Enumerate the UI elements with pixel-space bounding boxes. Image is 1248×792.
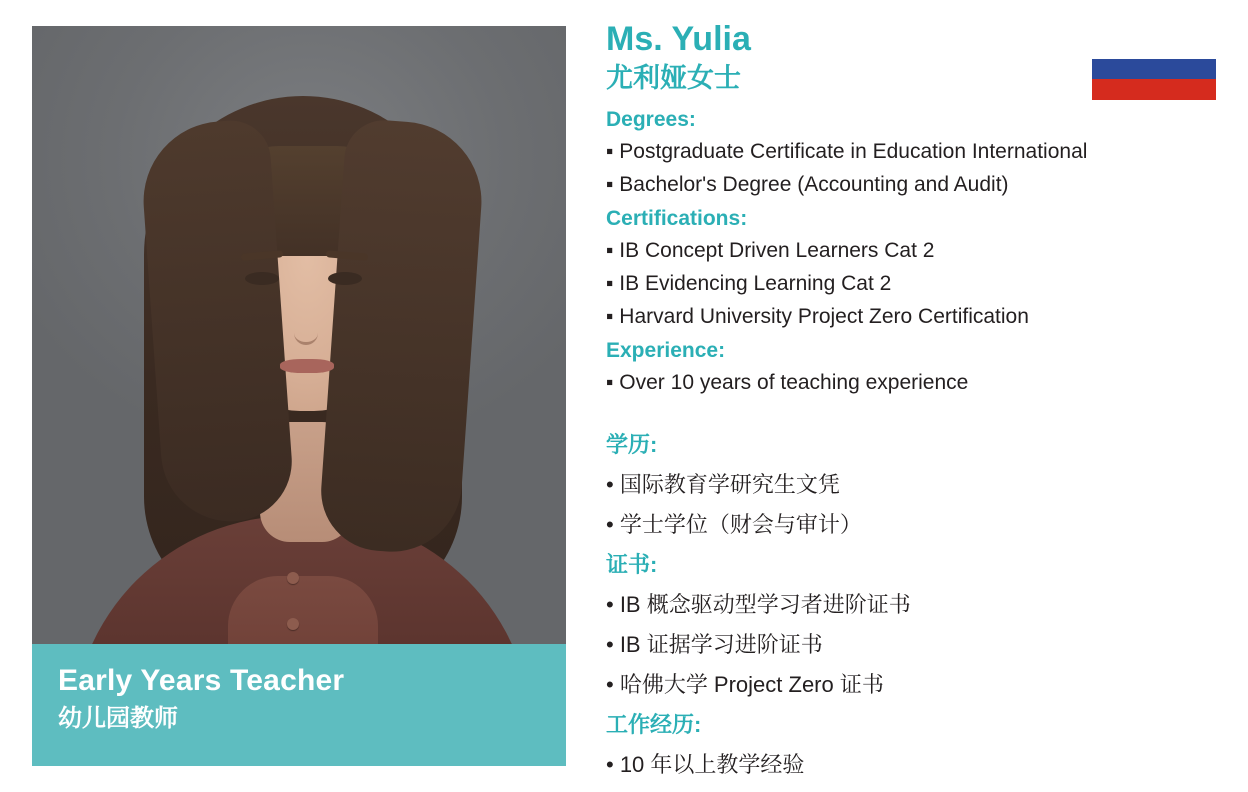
experience-heading-en: Experience: <box>606 339 726 362</box>
degree-item-text: Bachelor's Degree (Accounting and Audit) <box>619 173 1009 196</box>
role-label-en: Early Years Teacher <box>58 664 345 697</box>
eye-left <box>245 272 279 285</box>
degrees-heading-en: Degrees: <box>606 108 696 131</box>
certification-item-zh: • IB 概念驱动型学习者进阶证书 <box>606 592 911 617</box>
certification-item-zh: • IB 证据学习进阶证书 <box>606 632 823 657</box>
degree-item-text: Postgraduate Certificate in Education International <box>619 140 1088 163</box>
nose <box>294 308 318 345</box>
english-section <box>606 104 1216 399</box>
role-label-zh: 幼儿园教师 <box>58 705 178 732</box>
certification-item-zh: • 哈佛大学 Project Zero 证书 <box>606 672 884 697</box>
teacher-name-zh: 尤利娅女士 <box>606 63 741 93</box>
certification-item-text: Harvard University Project Zero Certification <box>619 305 1029 328</box>
certification-item: ▪ Harvard University Project Zero Certification <box>606 305 1029 328</box>
certification-item: ▪ IB Evidencing Learning Cat 2 <box>606 272 892 295</box>
experience-heading-zh: 工作经历: <box>606 712 702 737</box>
experience-item-text: Over 10 years of teaching experience <box>619 371 969 394</box>
degree-item-zh: • 国际教育学研究生文凭 <box>606 472 840 497</box>
hair-left <box>138 118 296 526</box>
teacher-name-en: Ms. Yulia <box>606 20 751 58</box>
degree-item: ▪ Postgraduate Certificate in Education International <box>606 140 1088 163</box>
eye-right <box>328 272 362 285</box>
role-caption-band <box>32 644 566 766</box>
certification-item: ▪ IB Concept Driven Learners Cat 2 <box>606 239 935 262</box>
degree-item: ▪ Bachelor's Degree (Accounting and Audit) <box>606 173 1009 196</box>
certifications-heading-zh: 证书: <box>606 552 658 577</box>
degrees-heading-zh: 学历: <box>606 432 658 457</box>
certification-item-text: IB Evidencing Learning Cat 2 <box>619 272 892 295</box>
degree-item-zh: • 学士学位（财会与审计） <box>606 512 862 537</box>
shirt-button <box>287 618 299 630</box>
certifications-heading-en: Certifications: <box>606 207 748 230</box>
certification-item-text: IB Concept Driven Learners Cat 2 <box>619 239 935 262</box>
experience-item-zh: • 10 年以上教学经验 <box>606 752 805 777</box>
photo-block <box>32 26 566 766</box>
profile-content <box>606 18 1216 785</box>
experience-item: ▪ Over 10 years of teaching experience <box>606 371 969 394</box>
shirt-button <box>287 572 299 584</box>
mouth <box>280 359 334 373</box>
chinese-section <box>606 425 1216 785</box>
